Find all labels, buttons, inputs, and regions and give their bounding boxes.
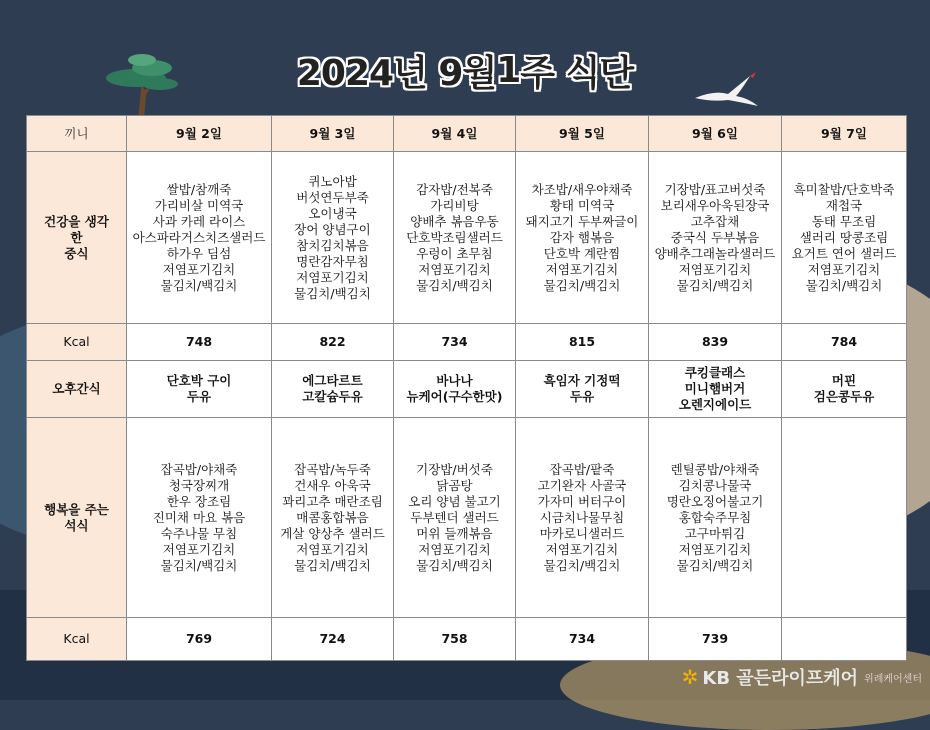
menu-item: 시금치나물무침 bbox=[539, 509, 625, 525]
menu-item: 샐러리 땅콩조림 bbox=[799, 229, 889, 245]
menu-item: 고구마튀김 bbox=[684, 525, 746, 541]
day-header: 9월 7일 bbox=[782, 116, 907, 152]
menu-item: 물김치/백김치 bbox=[160, 557, 238, 573]
menu-item: 황태 미역국 bbox=[549, 197, 615, 213]
snack-item: 쿠킹클래스 bbox=[684, 365, 746, 380]
title-prefix: 2024년 9월 bbox=[296, 52, 497, 94]
menu-item: 가리비탕 bbox=[430, 197, 479, 213]
lunch-cell bbox=[127, 152, 272, 324]
menu-item: 저염포기김치 bbox=[418, 261, 491, 277]
day-header: 9월 5일 bbox=[516, 116, 649, 152]
menu-item: 가리비살 미역국 bbox=[154, 197, 244, 213]
menu-item: 기장밥/표고버섯죽 bbox=[664, 181, 766, 197]
menu-item: 저염포기김치 bbox=[545, 261, 619, 277]
menu-item: 저염포기김치 bbox=[678, 541, 752, 557]
menu-item: 닭곰탕 bbox=[436, 477, 473, 493]
menu-item: 저염포기김치 bbox=[162, 261, 236, 277]
menu-item: 중국식 두부볶음 bbox=[670, 229, 760, 245]
lunch-kcal-row bbox=[27, 324, 907, 361]
menu-item: 가자미 버터구이 bbox=[537, 493, 627, 509]
menu-item: 퀴노아밥 bbox=[308, 173, 357, 189]
menu-item: 홍합숙주무침 bbox=[678, 509, 752, 525]
day-header: 9월 6일 bbox=[649, 116, 782, 152]
menu-item: 잡곡밥/녹두죽 bbox=[294, 461, 371, 477]
dinner-kcal-value: 739 bbox=[649, 618, 782, 661]
dinner-kcal-value: 734 bbox=[516, 618, 649, 661]
menu-item: 양배추그래놀라샐러드 bbox=[654, 245, 776, 261]
lunch-cell bbox=[516, 152, 649, 324]
menu-item: 우렁이 초무침 bbox=[416, 245, 493, 261]
menu-item: 장어 양념구이 bbox=[294, 221, 371, 237]
snack-row bbox=[27, 361, 907, 418]
kcal-label: Kcal bbox=[27, 324, 127, 361]
snack-item: 단호박 구이 bbox=[166, 373, 232, 388]
page-title bbox=[0, 40, 930, 100]
lunch-cell bbox=[782, 152, 907, 324]
menu-item: 재첩국 bbox=[825, 197, 863, 213]
menu-item: 마카로니샐러드 bbox=[539, 525, 625, 541]
snack-item: 바나나 bbox=[436, 373, 473, 388]
menu-item: 잡곡밥/팥죽 bbox=[549, 461, 615, 477]
menu-item: 물김치/백김치 bbox=[543, 277, 621, 293]
menu-item: 청국장찌개 bbox=[168, 477, 230, 493]
dinner-cell bbox=[782, 418, 907, 618]
dinner-kcal-value: 769 bbox=[127, 618, 272, 661]
menu-item: 잡곡밥/야채죽 bbox=[160, 461, 238, 477]
lunch-label bbox=[27, 152, 127, 324]
menu-item: 저염포기김치 bbox=[162, 541, 236, 557]
menu-item: 물김치/백김치 bbox=[294, 285, 371, 301]
menu-item: 오리 양념 불고기 bbox=[408, 493, 501, 509]
menu-item: 아스파라거스치즈샐러드 bbox=[132, 229, 266, 245]
snack-cell bbox=[782, 361, 907, 418]
menu-item: 돼지고기 두부짜글이 bbox=[525, 213, 639, 229]
lunch-kcal-value: 839 bbox=[649, 324, 782, 361]
menu-item: 흑미찰밥/단호박죽 bbox=[793, 181, 895, 197]
menu-item: 요거트 연어 샐러드 bbox=[791, 245, 897, 261]
dinner-kcal-value bbox=[782, 618, 907, 661]
lunch-cell bbox=[272, 152, 394, 324]
menu-item: 동태 무조림 bbox=[811, 213, 877, 229]
day-header: 9월 4일 bbox=[394, 116, 516, 152]
menu-item: 쌀밥/참깨죽 bbox=[166, 181, 232, 197]
menu-item: 양배추 볶음우동 bbox=[410, 213, 499, 229]
snack-cell bbox=[649, 361, 782, 418]
menu-item: 저염포기김치 bbox=[296, 541, 369, 557]
dinner-cell bbox=[127, 418, 272, 618]
menu-item: 물김치/백김치 bbox=[543, 557, 621, 573]
day-header: 9월 3일 bbox=[272, 116, 394, 152]
logo-subtitle: 위례케어센터 bbox=[864, 673, 922, 685]
menu-item: 명란오징어불고기 bbox=[666, 493, 764, 509]
dinner-label-line: 석식 bbox=[64, 517, 89, 533]
menu-item: 물김치/백김치 bbox=[160, 277, 238, 293]
dinner-cell bbox=[649, 418, 782, 618]
snack-item: 머핀 bbox=[831, 373, 857, 388]
menu-item: 저염포기김치 bbox=[545, 541, 619, 557]
menu-item: 물김치/백김치 bbox=[805, 277, 883, 293]
company-logo bbox=[682, 664, 922, 690]
dinner-cell bbox=[516, 418, 649, 618]
title-week-number: 1 bbox=[496, 49, 521, 91]
menu-item: 저염포기김치 bbox=[418, 541, 491, 557]
menu-item: 단호박 계란찜 bbox=[543, 245, 621, 261]
menu-item: 진미채 마요 볶음 bbox=[152, 509, 246, 525]
lunch-cell bbox=[394, 152, 516, 324]
menu-item: 숙주나물 무침 bbox=[160, 525, 238, 541]
menu-item: 건새우 아욱국 bbox=[294, 477, 371, 493]
header-row bbox=[27, 116, 907, 152]
menu-item: 김치콩나물국 bbox=[678, 477, 752, 493]
dinner-cell bbox=[394, 418, 516, 618]
lunch-kcal-value: 748 bbox=[127, 324, 272, 361]
snack-label: 오후간식 bbox=[27, 361, 127, 418]
menu-item: 단호박조림샐러드 bbox=[406, 229, 503, 245]
snack-cell bbox=[516, 361, 649, 418]
snack-item: 뉴케어(구수한맛) bbox=[406, 389, 503, 404]
menu-item: 머위 들깨볶음 bbox=[416, 525, 493, 541]
logo-brand: KB 골든라이프케어 bbox=[702, 668, 859, 689]
corner-label: 끼니 bbox=[27, 116, 127, 152]
lunch-kcal-value: 734 bbox=[394, 324, 516, 361]
snack-cell bbox=[127, 361, 272, 418]
menu-item: 버섯연두부죽 bbox=[296, 189, 369, 205]
dinner-label bbox=[27, 418, 127, 618]
menu-item: 렌틸콩밥/야채죽 bbox=[670, 461, 760, 477]
dinner-row bbox=[27, 418, 907, 618]
menu-item: 고기완자 사골국 bbox=[537, 477, 627, 493]
weekly-menu-table bbox=[26, 115, 907, 661]
kb-star-icon: ✲ bbox=[681, 665, 699, 689]
dinner-label-line: 행복을 주는 bbox=[44, 501, 109, 517]
menu-item: 하가우 딤섬 bbox=[166, 245, 232, 261]
snack-item: 두유 bbox=[186, 389, 212, 404]
lunch-row bbox=[27, 152, 907, 324]
snack-item: 두유 bbox=[569, 389, 595, 404]
day-header: 9월 2일 bbox=[127, 116, 272, 152]
menu-item: 감자밥/전복죽 bbox=[416, 181, 493, 197]
menu-item: 오이냉국 bbox=[308, 205, 357, 221]
snack-item: 고칼슘두유 bbox=[302, 389, 363, 404]
dinner-kcal-value: 724 bbox=[272, 618, 394, 661]
menu-item: 차조밥/새우야채죽 bbox=[531, 181, 633, 197]
lunch-kcal-value: 815 bbox=[516, 324, 649, 361]
snack-item: 미니햄버거 bbox=[684, 381, 746, 396]
menu-item: 고추잡채 bbox=[690, 213, 740, 229]
menu-item: 저염포기김치 bbox=[296, 269, 369, 285]
title-suffix: 주 식단 bbox=[520, 52, 634, 94]
snack-item: 에그타르트 bbox=[302, 373, 363, 388]
menu-item: 물김치/백김치 bbox=[676, 557, 754, 573]
lunch-kcal-value: 784 bbox=[782, 324, 907, 361]
dinner-kcal-value: 758 bbox=[394, 618, 516, 661]
kcal-label: Kcal bbox=[27, 618, 127, 661]
menu-item: 저염포기김치 bbox=[678, 261, 752, 277]
snack-item: 오렌지에이드 bbox=[678, 397, 752, 412]
snack-item: 흑임자 기정떡 bbox=[543, 373, 621, 388]
menu-item: 기장밥/버섯죽 bbox=[416, 461, 493, 477]
menu-item: 게살 양상추 샐러드 bbox=[280, 525, 385, 541]
snack-cell bbox=[394, 361, 516, 418]
menu-item: 명란감자무침 bbox=[296, 253, 369, 269]
dinner-cell bbox=[272, 418, 394, 618]
lunch-label-line: 한 bbox=[70, 229, 83, 245]
menu-item: 물김치/백김치 bbox=[416, 557, 493, 573]
lunch-label-line: 건강을 생각 bbox=[44, 213, 109, 229]
menu-item: 참치김치볶음 bbox=[296, 237, 369, 253]
menu-item: 매콤홍합볶음 bbox=[296, 509, 369, 525]
menu-item: 꽈리고추 매란조림 bbox=[282, 493, 383, 509]
snack-item: 검은콩두유 bbox=[813, 389, 875, 404]
menu-item: 물김치/백김치 bbox=[416, 277, 493, 293]
menu-item: 감자 햄볶음 bbox=[549, 229, 615, 245]
menu-item: 물김치/백김치 bbox=[676, 277, 754, 293]
menu-item: 물김치/백김치 bbox=[294, 557, 371, 573]
menu-item: 한우 장조림 bbox=[166, 493, 232, 509]
lunch-kcal-value: 822 bbox=[272, 324, 394, 361]
snack-cell bbox=[272, 361, 394, 418]
menu-item: 저염포기김치 bbox=[807, 261, 881, 277]
dinner-kcal-row bbox=[27, 618, 907, 661]
menu-item: 보리새우아욱된장국 bbox=[660, 197, 770, 213]
lunch-label-line: 중식 bbox=[64, 245, 89, 261]
menu-item: 두부텐더 샐러드 bbox=[410, 509, 499, 525]
menu-item: 사과 카레 라이스 bbox=[152, 213, 246, 229]
lunch-cell bbox=[649, 152, 782, 324]
